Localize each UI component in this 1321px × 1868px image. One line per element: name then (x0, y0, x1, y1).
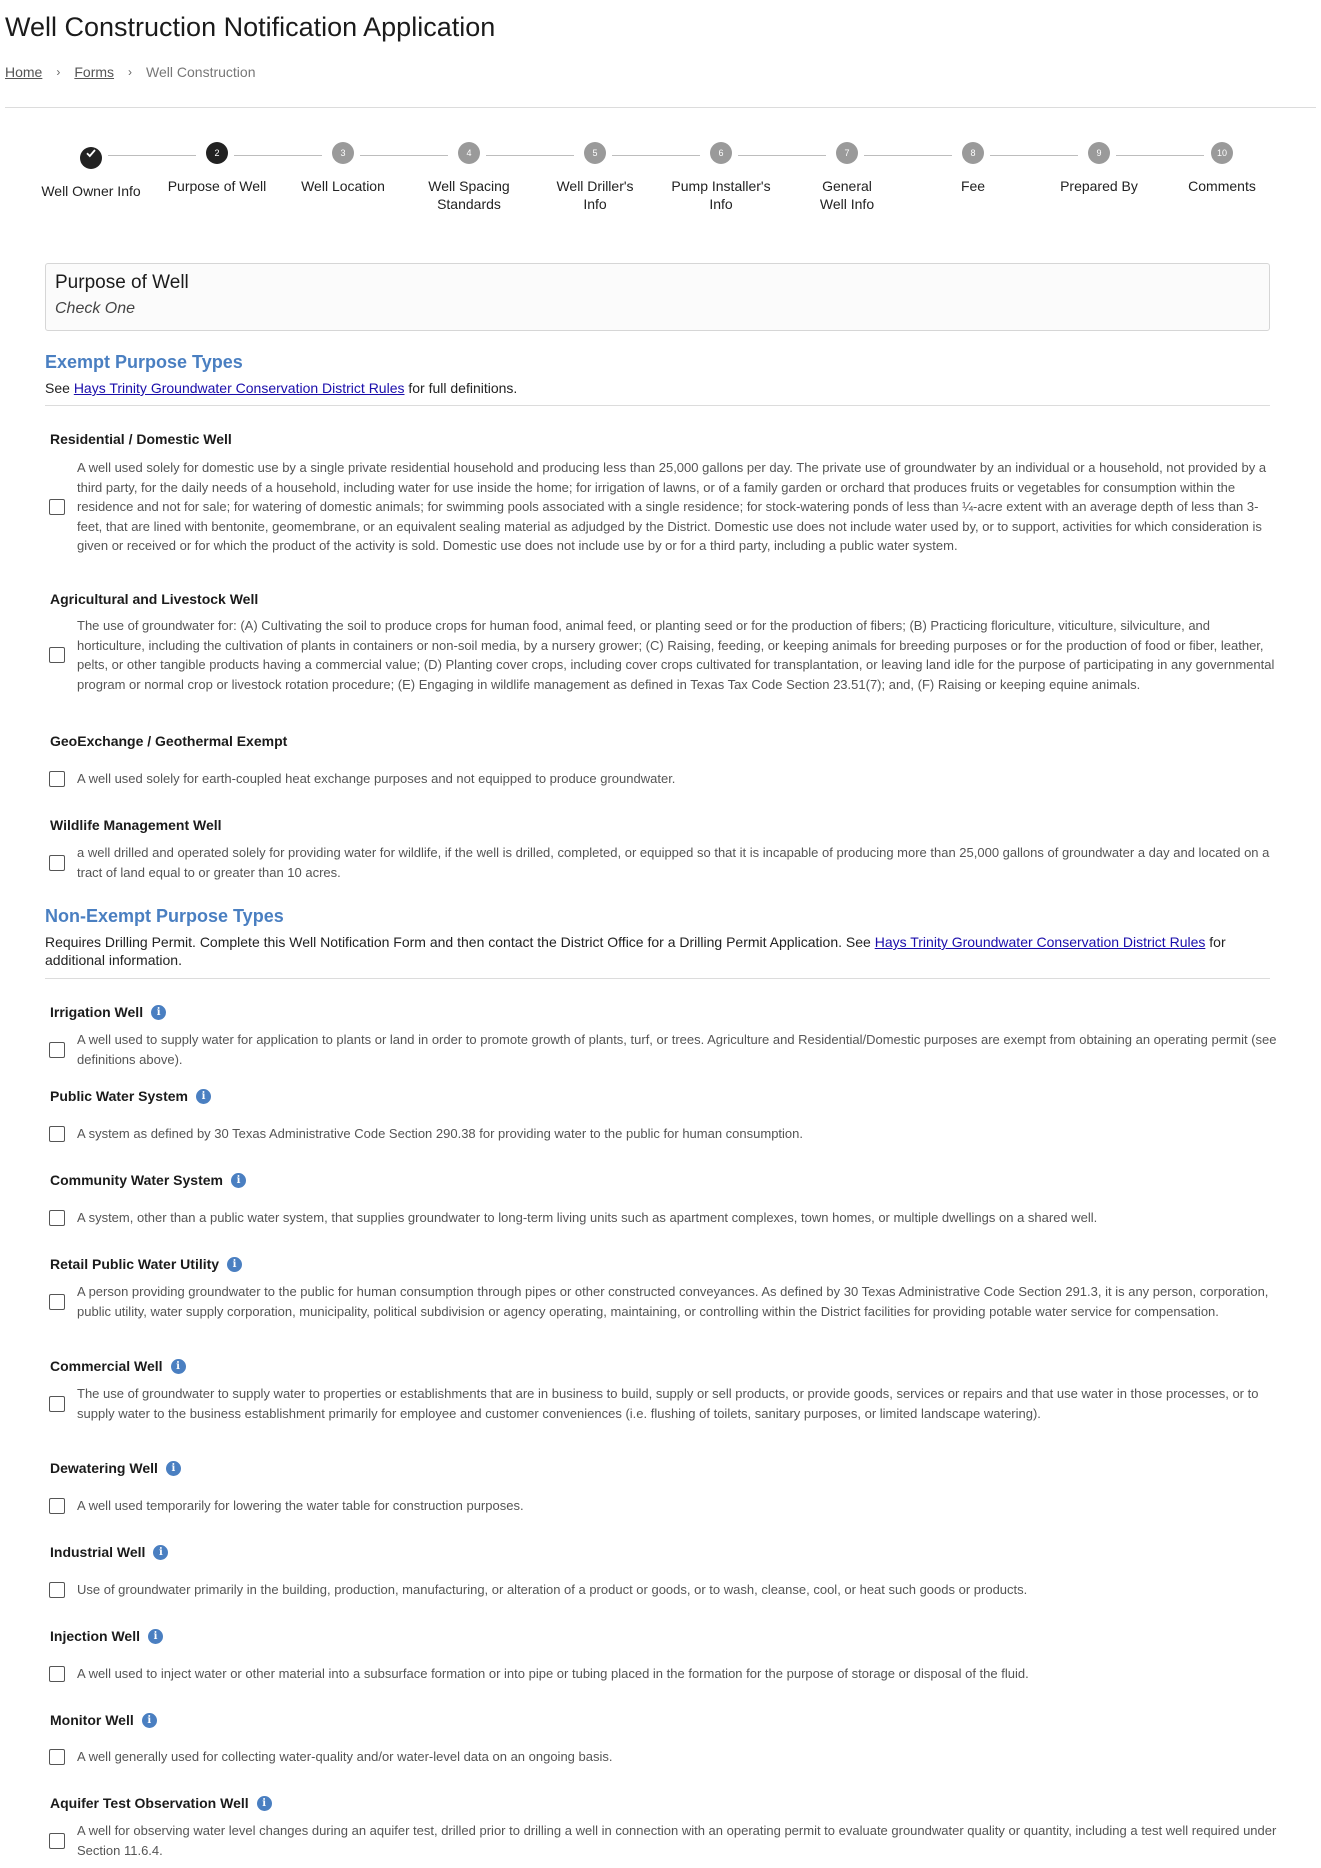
step-number: 8 (962, 142, 984, 164)
option-description: The use of groundwater to supply water to properties or establishments that are in business to build, supply or sell products, or provide goods, services or repairs and that use water in those processes, or to supply water to the business establishment primarily for employee and customer conveniences (i.e. flushing of toilets, sanitary purposes, or limited landscape watering). (77, 1386, 1259, 1421)
section-header (45, 263, 1270, 331)
step-label: Prepared By (1060, 178, 1138, 194)
step-label: Well Owner Info (41, 183, 141, 199)
district-rules-link[interactable]: Hays Trinity Groundwater Conservation District Rules (73, 380, 405, 396)
section-subtitle: Check One (55, 300, 136, 317)
info-icon[interactable]: i (151, 1005, 166, 1020)
option-label (50, 1460, 181, 1476)
option-description: A well used solely for earth-coupled heat exchange purposes and not equipped to produce groundwater. (77, 771, 676, 786)
option-agricultural-livestock[interactable] (49, 616, 1279, 694)
option-irrigation[interactable] (49, 1030, 1279, 1069)
agricultural-checkbox[interactable] (49, 647, 65, 663)
option-label (50, 1358, 186, 1374)
aquifer-test-checkbox[interactable] (49, 1833, 65, 1849)
option-monitor[interactable] (49, 1747, 1279, 1767)
monitor-checkbox[interactable] (49, 1749, 65, 1765)
step-label: General Well Info (819, 178, 875, 212)
label-text: Injection Well (50, 1628, 140, 1644)
option-description: A person providing groundwater to the public for human consumption through pipes or other constructed conveyances. As defined by 30 Texas Administrative Code Section 291.3, it is any person, corporation, public utility, water supply corporation, municipality, political subdivision or agency operating, maintaining, or controlling within the District facilities for providing potable water service for compensation. (77, 1284, 1269, 1319)
option-label: GeoExchange / Geothermal Exempt (50, 733, 288, 749)
info-icon[interactable]: i (142, 1713, 157, 1728)
option-description: a well drilled and operated solely for providing water for wildlife, if the well is drilled, completed, or equipped so that it is incapable of producing more than 25,000 gallons of groundwater a day and located on a tract of land equal to or greater than 10 acres. (77, 845, 1270, 880)
label-text: Irrigation Well (50, 1004, 144, 1020)
nonexempt-description (45, 933, 1275, 969)
desc-text: for additional information. (45, 934, 1226, 968)
geoexchange-checkbox[interactable] (49, 771, 65, 787)
breadcrumb-home-link[interactable]: Home (5, 64, 43, 80)
step-number: 10 (1211, 142, 1233, 164)
wildlife-checkbox[interactable] (49, 855, 65, 871)
step-well-location[interactable] (273, 142, 413, 195)
label-text: Industrial Well (50, 1544, 146, 1560)
option-description: A system, other than a public water system, that supplies groundwater to long-term living units such as apartment complexes, town homes, or multiple dwellings on a shared well. (77, 1210, 1098, 1225)
desc-text: for full definitions. (404, 380, 518, 396)
option-industrial[interactable] (49, 1580, 1279, 1600)
info-icon[interactable]: i (257, 1796, 272, 1811)
public-water-checkbox[interactable] (49, 1126, 65, 1142)
option-wildlife-management[interactable] (49, 843, 1279, 882)
option-label (50, 1088, 211, 1104)
step-number: 6 (710, 142, 732, 164)
residential-checkbox[interactable] (49, 499, 65, 515)
exempt-description (45, 379, 1275, 397)
option-description: A well used to supply water for application to plants or land in order to promote growth of plants, turf, or trees. Agriculture and Residential/Domestic purposes are exempt from obtaining an operating permit (see definitions above). (77, 1032, 1277, 1067)
info-icon[interactable]: i (196, 1089, 211, 1104)
breadcrumb (5, 64, 255, 80)
step-number: 7 (836, 142, 858, 164)
label-text: Retail Public Water Utility (50, 1256, 220, 1272)
step-label: Well Location (301, 178, 385, 194)
step-well-drillers-info[interactable] (525, 142, 665, 213)
label-text: Dewatering Well (50, 1460, 158, 1476)
option-description: A well used to inject water or other material into a subsurface formation or into pipe or tubing placed in the formation for the purpose of storage or disposal of the fluid. (77, 1666, 1029, 1681)
option-label: Wildlife Management Well (50, 817, 222, 833)
info-icon[interactable]: i (227, 1257, 242, 1272)
purpose-card (29, 247, 1318, 1868)
injection-checkbox[interactable] (49, 1666, 65, 1682)
chevron-right-icon: › (56, 65, 61, 79)
chevron-right-icon: › (128, 65, 133, 79)
step-comments[interactable] (1152, 142, 1292, 195)
step-label: Pump Installer's Info (671, 178, 771, 212)
step-label: Purpose of Well (167, 178, 267, 194)
page-title: Well Construction Notification Application (5, 12, 496, 42)
info-icon[interactable]: i (231, 1173, 246, 1188)
exempt-title: Exempt Purpose Types (45, 352, 243, 372)
step-number: 4 (458, 142, 480, 164)
community-water-checkbox[interactable] (49, 1210, 65, 1226)
step-purpose-of-well[interactable] (147, 142, 287, 195)
option-label (50, 1256, 242, 1272)
desc-text: Requires Drilling Permit. Complete this Well Notification Form and then contact the District Office for a Drilling Permit Application. See (45, 934, 875, 950)
option-residential-domestic[interactable] (49, 458, 1279, 556)
step-prepared-by[interactable] (1029, 142, 1169, 195)
irrigation-checkbox[interactable] (49, 1042, 65, 1058)
step-fee[interactable] (903, 142, 1043, 195)
step-well-spacing-standards[interactable] (399, 142, 539, 213)
step-label: Well Spacing Standards (428, 178, 510, 212)
label-text: Aquifer Test Observation Well (50, 1795, 249, 1811)
option-description: The use of groundwater for: (A) Cultivating the soil to produce crops for human food, animal feed, or planting seed or for the production of fibers; (B) Practicing floriculture, viticulture, silviculture, and horticulture, including the cultivation of plants in containers or non-soil media, by a nursery grower; (C) Raising, feeding, or keeping animals for breeding purposes or for the production of food or fiber, leather, pelts, or other tangible products having a commercial value; (D) Planting cover crops, including cover crops cultivated for transplantation, or leaving land idle for the purpose of participating in any governmental program or normal crop or livestock rotation procedure; (E) Engaging in wildlife management as defined in Texas Tax Code Section 23.51(7); and, (F) Raising or keeping equine animals. (77, 618, 1275, 692)
district-rules-link[interactable]: Hays Trinity Groundwater Conservation District Rules (874, 934, 1206, 950)
label-text: Monitor Well (50, 1712, 134, 1728)
option-injection[interactable] (49, 1664, 1279, 1684)
option-description: A well used temporarily for lowering the water table for construction purposes. (77, 1498, 524, 1513)
retail-utility-checkbox[interactable] (49, 1294, 65, 1310)
commercial-checkbox[interactable] (49, 1396, 65, 1412)
info-icon[interactable]: i (153, 1545, 168, 1560)
option-label (50, 1712, 157, 1728)
desc-text: See (45, 380, 74, 396)
step-label: Comments (1188, 178, 1256, 194)
label-text: Commercial Well (50, 1358, 163, 1374)
step-number: 9 (1088, 142, 1110, 164)
breadcrumb-forms-link[interactable]: Forms (74, 64, 115, 80)
divider (45, 978, 1270, 979)
breadcrumb-current: Well Construction (146, 64, 256, 80)
dewatering-checkbox[interactable] (49, 1498, 65, 1514)
step-number: 3 (332, 142, 354, 164)
industrial-checkbox[interactable] (49, 1582, 65, 1598)
label-text: Community Water System (50, 1172, 223, 1188)
option-description: A system as defined by 30 Texas Administrative Code Section 290.38 for providing water to the public for human consumption. (77, 1126, 804, 1141)
option-dewatering[interactable] (49, 1496, 1279, 1516)
option-label: Agricultural and Livestock Well (50, 591, 259, 607)
info-icon[interactable]: i (148, 1629, 163, 1644)
divider (5, 107, 1316, 108)
step-label: Fee (960, 178, 986, 194)
nonexempt-title: Non-Exempt Purpose Types (45, 906, 284, 926)
option-aquifer-test-observation[interactable] (49, 1821, 1279, 1860)
info-icon[interactable]: i (166, 1461, 181, 1476)
step-pump-installers-info[interactable] (651, 142, 791, 213)
option-label (50, 1628, 163, 1644)
option-label (50, 1004, 166, 1020)
option-description: Use of groundwater primarily in the building, production, manufacturing, or alteration of a product or goods, or to wash, cleanse, cool, or heat such goods or products. (77, 1582, 1028, 1597)
step-number: 5 (584, 142, 606, 164)
info-icon[interactable]: i (171, 1359, 186, 1374)
section-title: Purpose of Well (55, 272, 189, 293)
option-label (50, 1795, 272, 1811)
option-description: A well used solely for domestic use by a single private residential household and producing less than 25,000 gallons per day. The private use of groundwater by an individual or a household, not provided by a third party, for the daily needs of a household, including water for use inside the home; for irrigation of lawns, or of a family garden or orchard that produces fruits or vegetables for consumption within the residence and not for sale; for watering of domestic animals; for swimming pools associated with a single residence; for stock-watering ponds of less than ¼-acre extent with an average depth of less than 3-feet, that are lined with bentonite, geomembrane, or an equivalent sealing material as adjudged by the District. Domestic use does not include water used by, or to support, activities for which consideration is given or received or for which the product of the activity is sold. Domestic use does not include use by or for a third party, including a public water system. (77, 460, 1267, 553)
stepper (0, 142, 1321, 222)
label-text: Public Water System (50, 1088, 188, 1104)
option-label: Residential / Domestic Well (50, 431, 232, 447)
option-public-water-system[interactable] (49, 1124, 1279, 1144)
step-general-well-info[interactable] (777, 142, 917, 213)
option-commercial[interactable] (49, 1384, 1279, 1423)
option-retail-public-water-utility[interactable] (49, 1282, 1279, 1321)
step-number: 2 (206, 142, 228, 164)
checkmark-icon (80, 147, 102, 169)
option-community-water-system[interactable] (49, 1208, 1279, 1228)
option-label (50, 1172, 246, 1188)
step-label: Well Driller's Info (556, 178, 634, 212)
option-geoexchange[interactable] (49, 769, 1279, 789)
option-description: A well generally used for collecting water-quality and/or water-level data on an ongoing basis. (77, 1749, 613, 1764)
divider (45, 405, 1270, 406)
step-well-owner-info[interactable] (21, 142, 161, 200)
option-description: A well for observing water level changes during an aquifer test, drilled prior to drilling a well in connection with an operating permit to evaluate groundwater quality or quantity, including a test well required under Section 11.6.4. (77, 1823, 1277, 1858)
option-label (50, 1544, 168, 1560)
